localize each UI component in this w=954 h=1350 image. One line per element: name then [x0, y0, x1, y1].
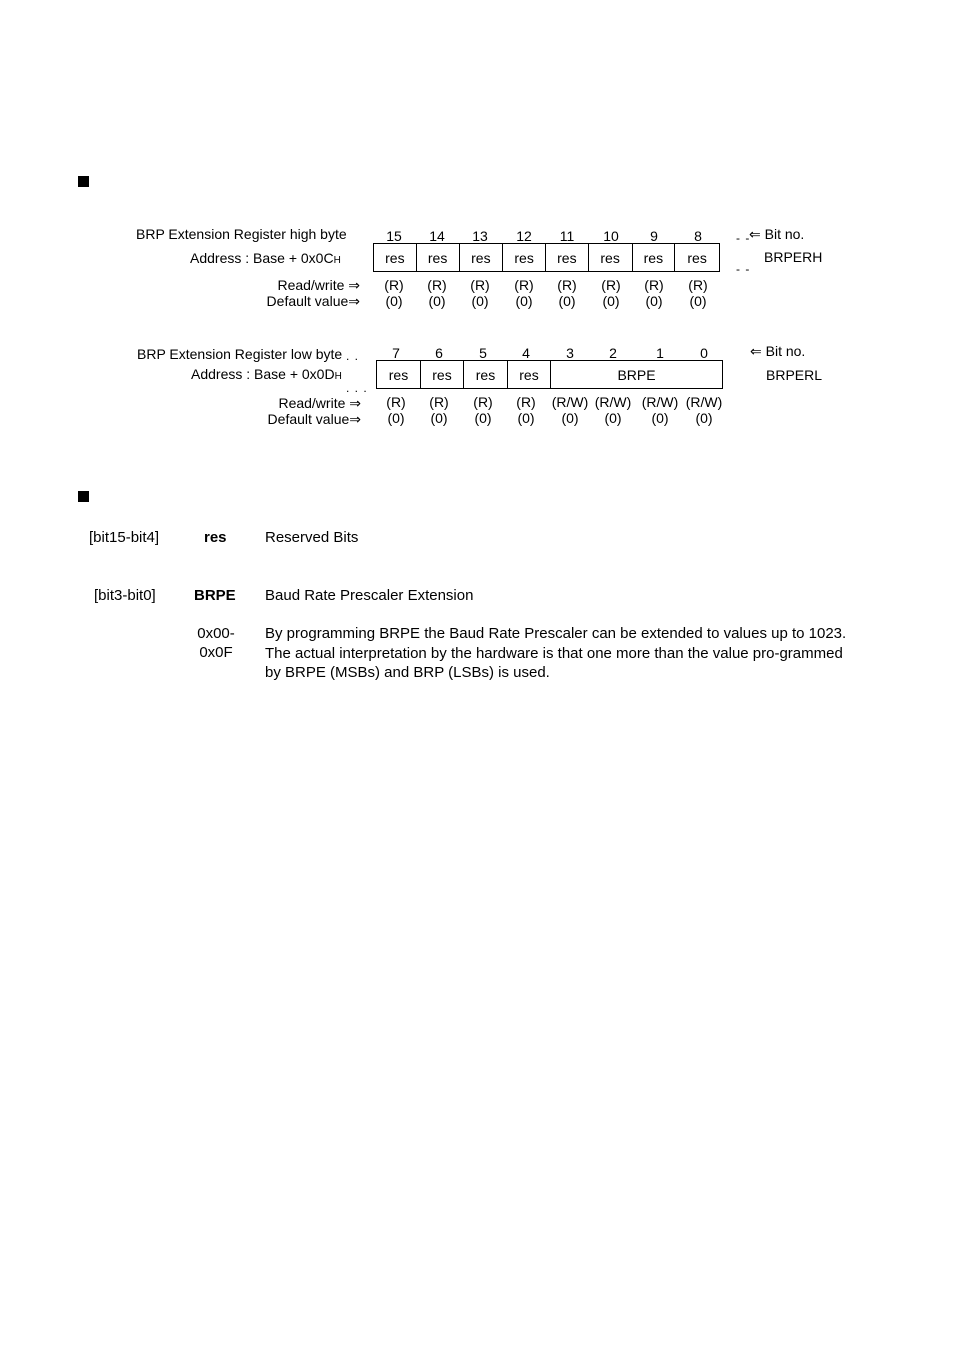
- bit-number: 0: [700, 345, 708, 361]
- bit-number: 3: [566, 345, 574, 361]
- read-write-label: Read/write ⇒: [277, 277, 360, 293]
- rw-value: (R): [557, 277, 577, 293]
- bit-number: 15: [386, 228, 402, 244]
- bit-number: 11: [559, 228, 575, 244]
- register-low-address: Address : Base + 0x0DH: [191, 366, 342, 382]
- rw-value: (R): [601, 277, 621, 293]
- default-value: (0): [515, 293, 533, 309]
- value-range-explanation: By programming BRPE the Baud Rate Prescaler can be extended to values up to 1023. The actual interpretation by the hardware is that one more than the value pro-grammed by BRPE (MSBs) and BRP (LSBs) is used.: [265, 625, 847, 681]
- default-value: (0): [471, 293, 489, 309]
- reserved-bit-cell: res: [460, 244, 504, 271]
- default-value-label: Default value⇒: [267, 411, 361, 427]
- register-low-bitno-label: ⇐ Bit no.: [750, 343, 806, 359]
- bit-number: 2: [609, 345, 617, 361]
- reserved-bit-cell: res: [374, 244, 417, 271]
- rw-value: (R/W): [641, 394, 679, 410]
- register-high-address: Address : Base + 0x0CH: [190, 250, 341, 266]
- bit-number: 14: [429, 228, 445, 244]
- reserved-bit-cell: res: [508, 361, 551, 388]
- register-low-name: BRPERL: [766, 367, 823, 383]
- bit-number: 9: [650, 228, 658, 244]
- register-high-name: BRPERH: [764, 249, 823, 265]
- value-range-start: 0x00-: [197, 625, 235, 642]
- continuation-dash: - -: [736, 262, 751, 276]
- default-value-label: Default value⇒: [266, 293, 360, 309]
- rw-value: (R): [429, 394, 449, 410]
- default-value: (0): [604, 410, 622, 426]
- bit-number: 7: [392, 345, 400, 361]
- register-low-title: BRP Extension Register low byte: [137, 346, 343, 362]
- default-value: (0): [651, 410, 669, 426]
- default-value: (0): [602, 293, 620, 309]
- default-value: (0): [428, 293, 446, 309]
- rw-value: (R/W): [594, 394, 632, 410]
- default-value: (0): [430, 410, 448, 426]
- reserved-bit-cell: res: [417, 244, 460, 271]
- reserved-bit-cell: res: [633, 244, 676, 271]
- reserved-bit-cell: res: [503, 244, 546, 271]
- default-value: (0): [645, 293, 663, 309]
- bit-number: 5: [479, 345, 487, 361]
- reserved-bit-cell: res: [546, 244, 589, 271]
- reserved-bit-cell: res: [421, 361, 464, 388]
- bit-number: 10: [603, 228, 619, 244]
- continuation-dash: . .: [346, 349, 360, 363]
- default-value: (0): [558, 293, 576, 309]
- reserved-bit-cell: res: [464, 361, 508, 388]
- bit-range: [bit3-bit0]: [94, 587, 156, 604]
- register-high-title: BRP Extension Register high byte: [136, 226, 347, 242]
- continuation-dash: - -: [736, 231, 751, 245]
- reserved-bit-cell: res: [589, 244, 633, 271]
- bit-number: 6: [435, 345, 443, 361]
- reserved-bit-cell: res: [377, 361, 421, 388]
- default-value: (0): [517, 410, 535, 426]
- rw-value: (R): [473, 394, 493, 410]
- bit-field-description: Reserved Bits: [265, 529, 359, 546]
- default-value: (0): [561, 410, 579, 426]
- default-value: (0): [474, 410, 492, 426]
- bit-field-name: res: [204, 529, 227, 546]
- section-bullet-register: [78, 176, 89, 187]
- rw-value: (R): [516, 394, 536, 410]
- rw-value: (R): [384, 277, 404, 293]
- bit-field-description: Baud Rate Prescaler Extension: [265, 587, 474, 604]
- default-value: (0): [695, 410, 713, 426]
- rw-value: (R): [427, 277, 447, 293]
- rw-value: (R): [688, 277, 708, 293]
- rw-value: (R): [470, 277, 490, 293]
- read-write-label: Read/write ⇒: [278, 395, 361, 411]
- register-high-bitno-label: ⇐ Bit no.: [749, 226, 805, 242]
- rw-value: (R): [644, 277, 664, 293]
- continuation-dash: . . .: [346, 381, 368, 395]
- bit-number: 13: [472, 228, 488, 244]
- register-high-fields: [373, 243, 720, 272]
- bit-number: 1: [656, 345, 664, 361]
- bit-number: 8: [694, 228, 702, 244]
- brpe-field-cell: BRPE: [617, 366, 656, 383]
- rw-value: (R/W): [551, 394, 589, 410]
- rw-value: (R/W): [685, 394, 723, 410]
- register-low-fields: [376, 360, 723, 389]
- default-value: (0): [385, 293, 403, 309]
- rw-value: (R): [514, 277, 534, 293]
- bit-range: [bit15-bit4]: [89, 529, 160, 546]
- value-range-end: 0x0F: [199, 644, 233, 661]
- default-value: (0): [689, 293, 707, 309]
- section-bullet-description: [78, 491, 89, 502]
- reserved-bit-cell: res: [687, 249, 707, 266]
- default-value: (0): [387, 410, 405, 426]
- bit-number: 12: [516, 228, 532, 244]
- bit-field-name: BRPE: [194, 587, 236, 604]
- rw-value: (R): [386, 394, 406, 410]
- bit-number: 4: [522, 345, 530, 361]
